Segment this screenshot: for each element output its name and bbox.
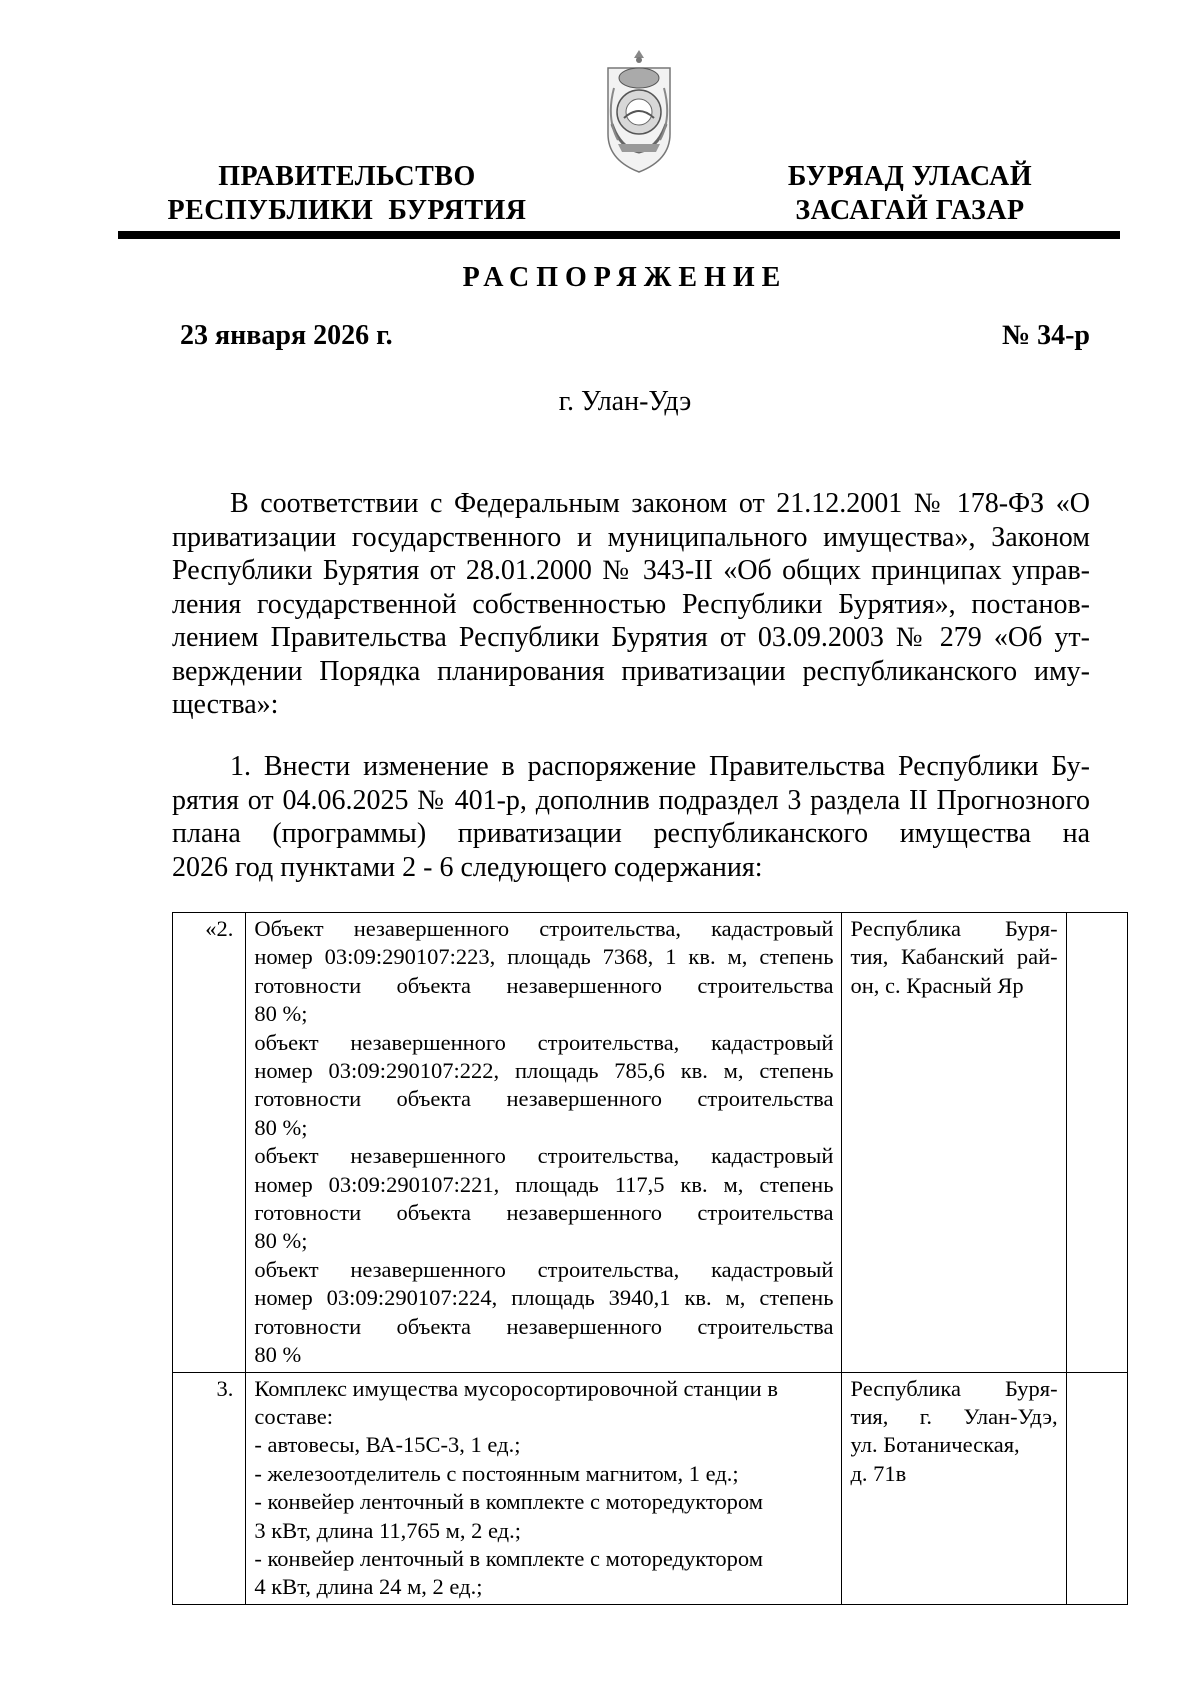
desc-line: готовности объекта незавершенного строительства (254, 1313, 834, 1339)
desc-line: номер 03:09:290107:221, площадь 117,5 кв. м, степень (254, 1171, 834, 1197)
desc-line: номер 03:09:290107:222, площадь 785,6 кв. м, степень (254, 1058, 834, 1084)
item1-line: рятия от 04.06.2025 № 401-р, дополнив подраздел 3 раздела II Прогнозного (172, 784, 1090, 816)
header-left-line1: ПРАВИТЕЛЬСТВО (218, 161, 476, 192)
desc-line: готовности объекта незавершенного строительства (254, 1086, 834, 1112)
loc-line: ул. Ботаническая, (850, 1432, 1020, 1458)
preamble-line: Республики Бурятия от 28.01.2000 № 343-II «Об общих принципах управ- (172, 555, 1090, 586)
row-extra (1066, 1372, 1127, 1604)
document-date: 23 января 2026 г. (180, 320, 393, 351)
loc-line: Республика Буря- (850, 916, 1058, 941)
coat-of-arms-icon (600, 48, 678, 176)
desc-line: - конвейер ленточный в комплекте с моторедуктором (254, 1545, 763, 1571)
header-left (162, 160, 532, 228)
desc-line: номер 03:09:290107:224, площадь 3940,1 кв. м, степень (254, 1285, 834, 1311)
desc-line: 80 %; (254, 1001, 308, 1027)
desc-line: номер 03:09:290107:223, площадь 7368, 1 кв. м, степень (254, 944, 834, 970)
item1-line: плана (программы) приватизации республиканского имущества на (172, 818, 1090, 849)
desc-line: 3 кВт, длина 11,765 м, 2 ед.; (254, 1517, 521, 1543)
row-number: «2. (173, 913, 246, 1373)
desc-line: 80 %; (254, 1114, 308, 1140)
desc-line: 80 % (254, 1342, 302, 1368)
header-right-line1: БУРЯАД УЛАСАЙ (787, 161, 1033, 192)
header-divider (118, 231, 1120, 239)
header-left-line2: РЕСПУБЛИКИ БУРЯТИЯ (167, 195, 527, 226)
preamble-paragraph (172, 487, 1090, 722)
desc-line: 80 %; (254, 1228, 308, 1254)
desc-line: готовности объекта незавершенного строительства (254, 1200, 834, 1226)
desc-line: объект незавершенного строительства, кадастровый (254, 1029, 834, 1055)
row-number: 3. (173, 1372, 246, 1604)
document-city: г. Улан-Удэ (558, 386, 692, 417)
item1-paragraph (172, 750, 1090, 884)
loc-line: д. 71в (850, 1460, 907, 1486)
desc-line: 4 кВт, длина 24 м, 2 ед.; (254, 1574, 483, 1600)
preamble-line: В соответствии с Федеральным законом от 21.12.2001 № 178-ФЗ «О (230, 488, 1090, 519)
preamble-line: верждении Порядка планирования приватизации республиканского иму- (172, 655, 1090, 687)
table-row (173, 913, 1128, 1373)
desc-line: объект незавершенного строительства, кадастровый (254, 1143, 834, 1169)
desc-line: Комплекс имущества мусоросортировочной станции в (254, 1375, 778, 1401)
document-title: РАСПОРЯЖЕНИЕ (462, 262, 788, 293)
desc-line: - железоотделитель с постоянным магнитом, 1 ед.; (254, 1460, 739, 1486)
loc-line: Республика Буря- (850, 1375, 1058, 1401)
document-number: № 34-р (1001, 320, 1090, 351)
preamble-line: щества»: (172, 689, 279, 720)
preamble-line: лением Правительства Республики Бурятия от 03.09.2003 № 279 «Об ут- (172, 622, 1090, 653)
row-extra (1066, 913, 1127, 1373)
loc-line: он, с. Красный Яр (850, 972, 1024, 998)
row-description (246, 1372, 842, 1604)
desc-line: составе: (254, 1403, 333, 1429)
desc-line: Объект незавершенного строительства, кадастровый (254, 916, 834, 941)
table-row (173, 1372, 1128, 1604)
privatization-table (172, 912, 1128, 1605)
desc-line: объект незавершенного строительства, кадастровый (254, 1256, 834, 1282)
preamble-line: приватизации государственного и муниципального имущества», Законом (172, 521, 1090, 553)
loc-line: тия, г. Улан-Удэ, (850, 1403, 1058, 1429)
desc-line: - автовесы, ВА-15С-3, 1 ед.; (254, 1432, 521, 1458)
row-location (842, 1372, 1066, 1604)
preamble-line: ления государственной собственностью Республики Бурятия», постанов- (172, 588, 1090, 620)
header-right-line2: ЗАСАГАЙ ГАЗАР (795, 195, 1025, 226)
desc-line: готовности объекта незавершенного строительства (254, 972, 834, 998)
header-right (760, 160, 1060, 228)
row-description (246, 913, 842, 1373)
item1-line: 2026 год пунктами 2 - 6 следующего содержания: (172, 851, 763, 883)
item1-line: 1. Внести изменение в распоряжение Правительства Республики Бу- (230, 751, 1090, 782)
loc-line: тия, Кабанский рай- (850, 944, 1058, 970)
desc-line: - конвейер ленточный в комплекте с моторедуктором (254, 1489, 763, 1515)
row-location (842, 913, 1066, 1373)
